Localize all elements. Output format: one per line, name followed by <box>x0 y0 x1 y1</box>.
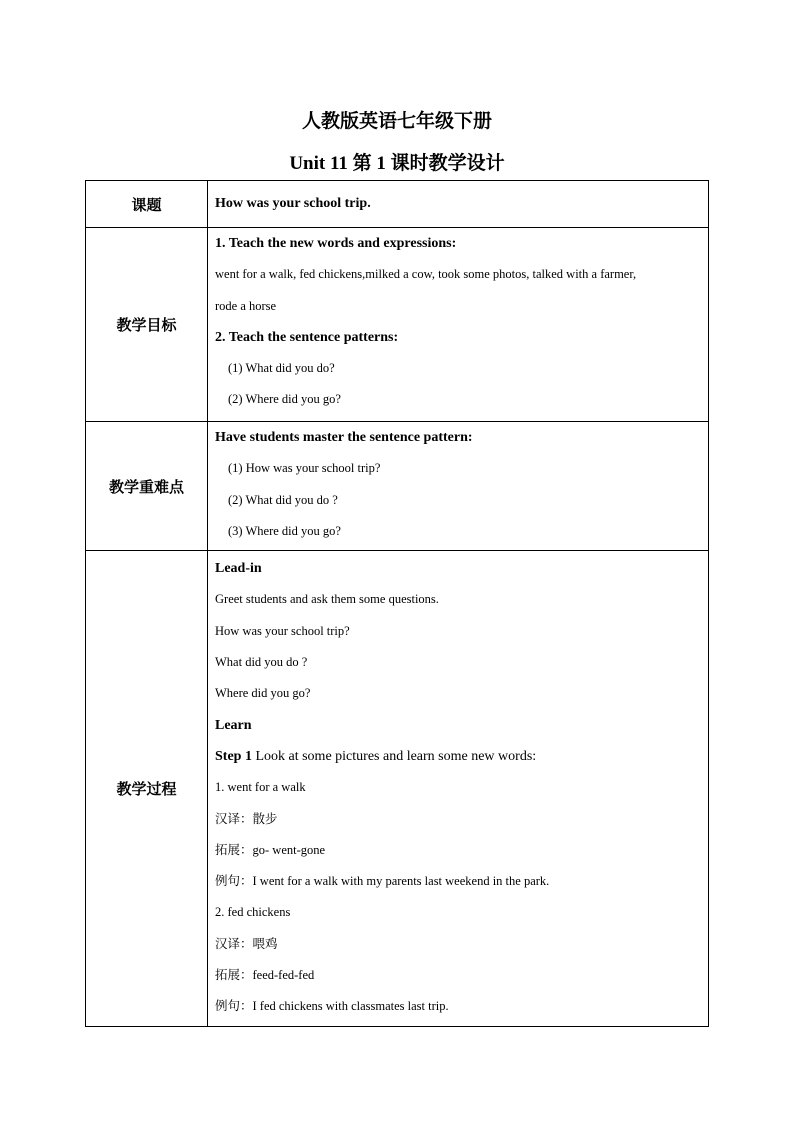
table-row-topic <box>86 181 709 228</box>
key-points-label: 教学重难点 <box>86 422 208 551</box>
topic-label: 课题 <box>86 181 208 228</box>
process-line: Greet students and ask them some questions. <box>215 592 439 607</box>
vocab-item: 2. fed chickens <box>215 905 291 920</box>
vocab-translation: 汉译：喂鸡 <box>215 936 278 951</box>
goals-pattern-item: (2) Where did you go? <box>228 392 341 407</box>
vocab-item: 1. went for a walk <box>215 780 306 795</box>
key-points-item: (3) Where did you go? <box>228 523 341 538</box>
process-content <box>208 551 709 1027</box>
key-points-heading: Have students master the sentence pattern: <box>215 430 473 445</box>
lead-in-heading: Lead-in <box>215 561 262 577</box>
vocab-example: 例句：I fed chickens with classmates last trip. <box>215 999 449 1014</box>
table-row-process <box>86 551 709 1027</box>
process-line: Where did you go? <box>215 686 311 701</box>
topic-content <box>208 181 709 228</box>
goals-heading-words: 1. Teach the new words and expressions: <box>215 236 457 251</box>
document-subtitle: Unit 11 第 1 课时教学设计 <box>289 153 505 174</box>
key-points-content <box>208 422 709 551</box>
step-1-label: Step 1 <box>215 748 252 764</box>
process-label: 教学过程 <box>86 551 208 1027</box>
vocab-translation: 汉译：散步 <box>215 811 278 826</box>
document-title: 人教版英语七年级下册 <box>301 111 492 132</box>
key-points-item: (2) What did you do ? <box>228 492 338 507</box>
topic-text: How was your school trip. <box>215 196 371 212</box>
vocab-example: 例句：I went for a walk with my parents last weekend in the park. <box>215 874 550 889</box>
goals-content <box>208 228 709 422</box>
goals-label: 教学目标 <box>86 228 208 422</box>
goals-pattern-item: (1) What did you do? <box>228 361 335 376</box>
learn-heading: Learn <box>215 717 252 733</box>
step-1-line <box>215 741 702 772</box>
table-row-key-points <box>86 422 709 551</box>
lesson-plan-table <box>85 180 709 1027</box>
process-line: How was your school trip? <box>215 623 350 638</box>
goals-words-line: rode a horse <box>215 298 277 313</box>
goals-words-line: went for a walk, fed chickens,milked a cow, took some photos, talked with a farmer, <box>215 267 637 282</box>
vocab-extension: 拓展：feed-fed-fed <box>215 968 315 983</box>
vocab-extension: 拓展：go- went-gone <box>215 842 326 857</box>
table-row-goals <box>86 228 709 422</box>
key-points-item: (1) How was your school trip? <box>228 461 381 476</box>
step-1-text: Look at some pictures and learn some new words: <box>251 748 537 764</box>
process-line: What did you do ? <box>215 655 308 670</box>
goals-heading-patterns: 2. Teach the sentence patterns: <box>215 329 399 345</box>
